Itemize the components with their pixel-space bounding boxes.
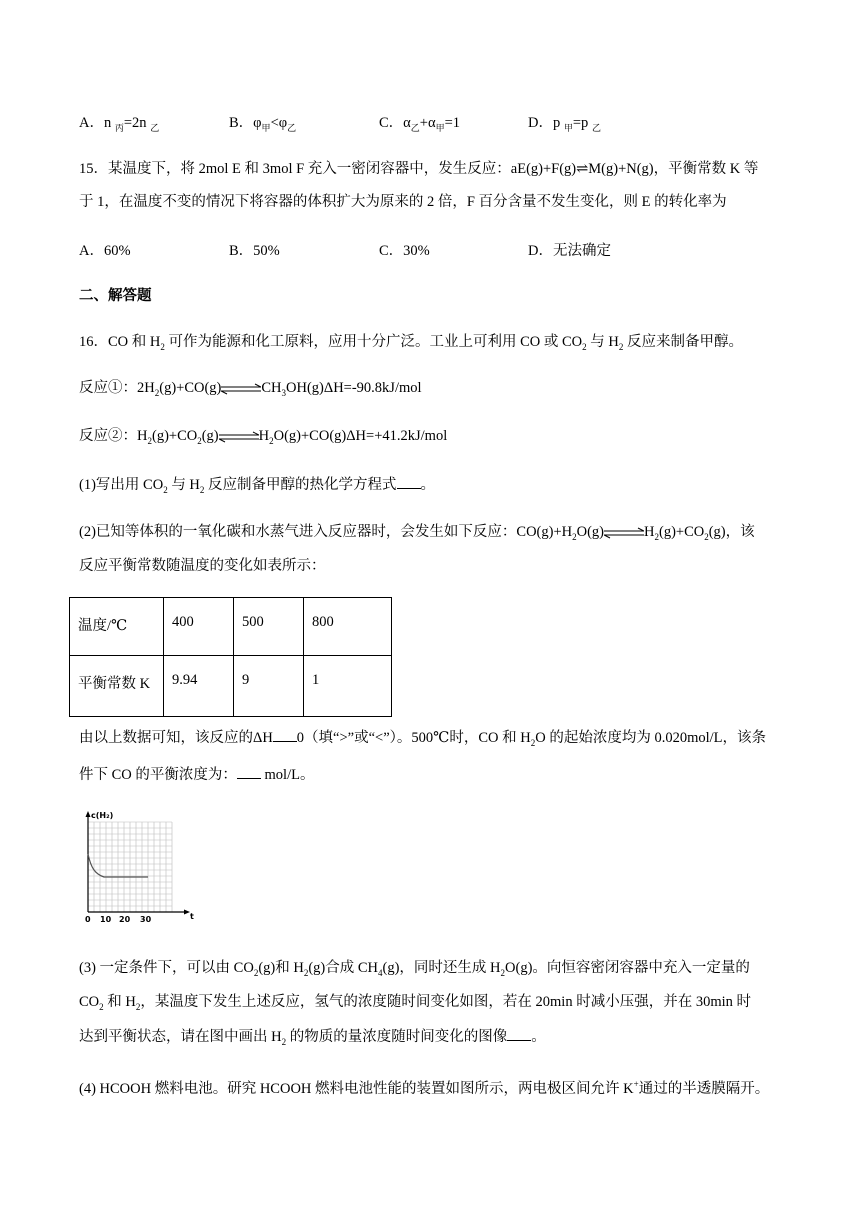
q14-option-c: C．$\alpha_乙+\alpha_甲=1$	[379, 115, 461, 133]
table-cell: 9	[234, 656, 304, 717]
q16-part-1: (1)写出用 $CO_2$ 与 $H_2$ 反应制备甲醇的热化学方程式 。	[79, 474, 435, 500]
equilibrium-constant-table	[69, 597, 392, 717]
table-cell: 800	[304, 598, 392, 656]
reaction-1: 反应①：$2H_2(g)+CO(g)$ $CH_3OH(g)\Delta H=-90.8kJ$/mol	[79, 380, 422, 398]
q14-option-a: A．n $_丙$=2n $_乙$	[79, 115, 160, 133]
table-cell: 400	[164, 598, 234, 656]
table-cell: 500	[234, 598, 304, 656]
table-row	[70, 656, 392, 717]
answer-blank[interactable]	[237, 764, 261, 779]
tick-label: 0	[85, 915, 91, 924]
table-cell: 温度/℃	[70, 598, 164, 656]
reaction-2: 反应②：$H_2(g)+CO_2(g)$ $H_2O(g)+CO(g)\Delta H=+41.2kJ$/mol	[79, 428, 448, 446]
q16-part-2-line-2: 反应平衡常数随温度的变化如表所示：	[79, 558, 326, 574]
concentration-time-graph[interactable]	[74, 808, 204, 926]
x-axis-label: t	[190, 912, 194, 921]
table-cell: 9.94	[164, 656, 234, 717]
q15-option-b: B．50%	[229, 243, 280, 259]
y-axis-label: c(H₂)	[91, 811, 114, 820]
equilibrium-arrow-icon	[604, 527, 644, 539]
table-cell: 1	[304, 656, 392, 717]
q16-part-3-line-2: $CO_2$ 和 $H_2$，某温度下发生上述反应，氢气的浓度随时间变化如图，若在 20min 时减小压强，并在 30min 时	[79, 994, 752, 1012]
q16-part-3-line-3: 达到平衡状态，请在图中画出 $H_2$ 的物质的量浓度随时间变化的图像 。	[79, 1026, 546, 1052]
equilibrium-arrow-icon	[221, 383, 261, 395]
q15-option-d: D．无法确定	[528, 243, 611, 259]
answer-blank[interactable]	[507, 1026, 531, 1041]
answer-blank[interactable]	[273, 727, 297, 742]
y-axis-arrow-icon	[86, 811, 91, 817]
q16-part-3-line-1: (3) 一定条件下，可以由 $CO_2(g)$和 $H_2(g)$合成 $CH_4(g)$，同时还生成 $H_2O(g)$。向恒容密闭容器中充入一定量的	[79, 960, 750, 978]
tick-label: 10	[100, 915, 112, 924]
q15-line-2: 于 1，在温度不变的情况下将容器的体积扩大为原来的 2 倍，F 百分含量不发生变化，则 E 的转化率为	[79, 194, 727, 210]
answer-blank[interactable]	[397, 474, 421, 489]
after-table-line-2: 件下 CO 的平衡浓度为： mol/L。	[79, 764, 314, 785]
q16-intro: 16．CO 和 $H_2$ 可作为能源和化工原料，应用十分广泛。工业上可利用 CO 或 $CO_2$ 与 $H_2$ 反应来制备甲醇。	[79, 334, 744, 352]
q15-option-a: A．60%	[79, 243, 131, 259]
after-table-line-1: 由以上数据可知，该反应的ΔH 0（填“>”或“<”）。500℃时，CO 和 $H_2O$ 的起始浓度均为 0.020mol/L，该条	[79, 727, 766, 753]
q16-part-4: (4) HCOOH 燃料电池。研究 HCOOH 燃料电池性能的装置如图所示，两电极区间允许 K+通过的半透膜隔开。	[79, 1079, 770, 1097]
q15-line-1: 15．某温度下，将 2mol E 和 3mol F 充入一密闭容器中，发生反应：aE(g)+F(g)⇌M(g)+N(g)，平衡常数 K 等	[79, 161, 759, 177]
table-cell: 平衡常数 K	[70, 656, 164, 717]
graph-grid	[88, 822, 172, 912]
equilibrium-arrow-icon	[219, 431, 259, 443]
table-row	[70, 598, 392, 656]
q16-part-2-line-1: (2)已知等体积的一氧化碳和水蒸气进入反应器时，会发生如下反应：$CO(g)+H_2O(g)$ $H_2(g)+CO_2(g)$，该	[79, 524, 755, 542]
section-title: 二、解答题	[79, 288, 152, 304]
tick-label: 20	[119, 915, 131, 924]
q14-option-b: B．$\varphi_甲<\varphi_乙$	[229, 115, 297, 133]
tick-label: 30	[140, 915, 152, 924]
q15-option-c: C．30%	[379, 243, 430, 259]
q14-option-d: D．p $_甲$=p $_乙$	[528, 115, 601, 133]
